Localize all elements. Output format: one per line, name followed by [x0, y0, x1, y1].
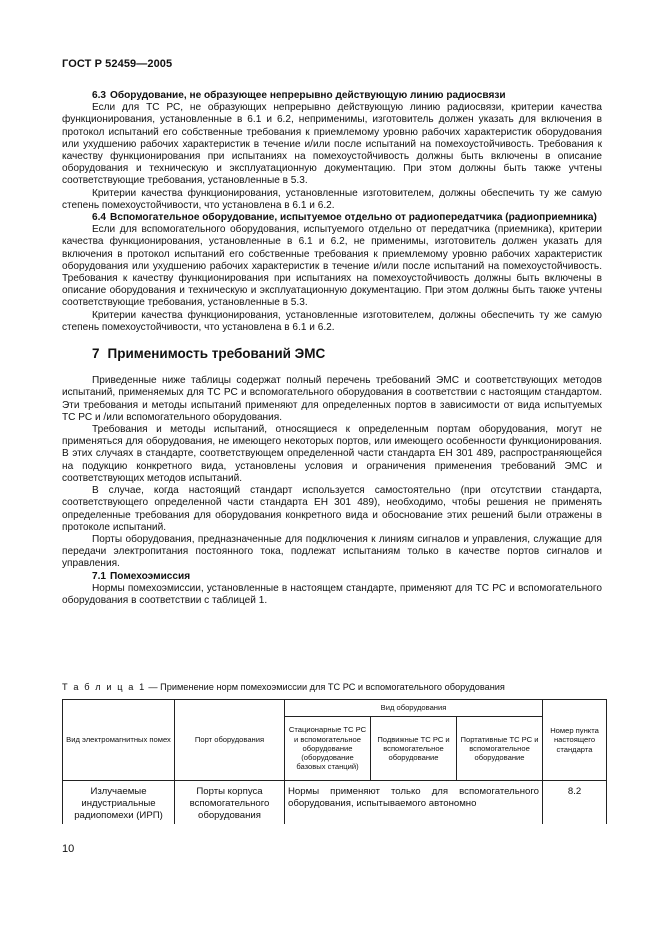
- emission-table: [62, 699, 607, 824]
- header-disturbance-type: Вид электромагнитных помех: [63, 700, 175, 781]
- page-number: 10: [62, 843, 75, 855]
- paragraph: Нормы помехоэмиссии, установленные в настоящем стандарте, применяют для ТС РС и вспомогательного оборудования в соответствии с таблицей 1.: [62, 582, 602, 606]
- section-7-1-heading: [62, 571, 602, 583]
- section-6-4-heading: [62, 212, 602, 224]
- header-equipment-type-group: Вид оборудования: [285, 700, 543, 717]
- document-header: ГОСТ Р 52459—2005: [62, 58, 173, 70]
- table-row: [63, 781, 607, 825]
- section-7-heading: [92, 348, 602, 360]
- paragraph: Если для ТС РС, не образующих непрерывно действующую линию радиосвязи, критерии качества функционирования, установленные в 6.1 и 6.2, неприменимы, изготовитель должен указать для включения в протокол испытаний его собственные требования к приемлемому уровню рабочих характеристик оборудования или ухудшению рабочих характеристик в течение и/или после испытаний на помехоустойчивость. Требования к качеству функционирования при испытаниях на помехоустойчивость должны быть включены в описание оборудования и техническую и эксплуатационную документацию. При этом должны быть также учтены соответствующие требования, установленные в 5.3.: [62, 102, 602, 187]
- section-number: 7.1: [92, 570, 107, 582]
- header-mobile: Подвижные ТС РС и вспомогательное оборудование: [371, 717, 457, 781]
- paragraph: В случае, когда настоящий стандарт используется самостоятельно (при отсутствии стандарта, соответствующего определенной части стандарта ЕН 301 489), необходимо, чтобы решения не применять определенные требования для оборудования конкретного вида и обоснование этих решений были отражены в протоколе испытаний.: [62, 485, 602, 533]
- paragraph: Требования и методы испытаний, относящиеся к определенным портам оборудования, могут не применяться для оборудования, не имеющего некоторых портов, или имеющего особенности функционирования. В этих случаях в стандарте, соответствующем определенной части стандарта ЕН 301 489, распространяющейся на подукцию конкретного вида, установлены условия и ограничения применения требований ЭМС и соответствующих методов испытаний.: [62, 424, 602, 484]
- cell-equipment-port: Порты корпуса вспомогательного оборудования: [175, 781, 285, 825]
- header-stationary: Стационарные ТС РС и вспомогательное оборудование (оборудование базовых станций): [285, 717, 371, 781]
- cell-applicability: Нормы применяют только для вспомогательного оборудования, испытываемого автономно: [285, 781, 543, 825]
- page-body: [62, 90, 602, 607]
- paragraph: Критерии качества функционирования, установленные изготовителем, должны обеспечить ту же самую степень помехоустойчивости, что установлена в 6.1 и 6.2.: [62, 187, 602, 211]
- section-6-3-heading: [62, 90, 602, 102]
- paragraph: Порты оборудования, предназначенные для подключения к линиям сигналов и управления, служащие для передачи электропитания постоянного тока, подлежат испытаниям только в качестве портов сигналов и управления.: [62, 533, 602, 570]
- section-title: Оборудование, не образующее непрерывно действующую линию радиосвязи: [110, 90, 506, 101]
- paragraph: Если для вспомогательного оборудования, испытуемого отдельно от передатчика (приемника), критерии качества функционирования, установленные в 6.1 и 6.2, не применимы, изготовитель должен указать для включения в протокол испытаний его собственные требования к приемлемому уровню рабочих характеристик оборудования или ухудшению рабочих характеристик в течение и/или после испытаний на помехоустойчивость. Требования к качеству функционирования при испытаниях на помехоустойчивость должны быть включены в описание оборудования и техническую и эксплуатационную документацию. При этом должны быть также учтены соответствующие требования, установленные в 5.3.: [62, 224, 602, 309]
- header-portable: Портативные ТС РС и вспомогательное оборудование: [457, 717, 543, 781]
- section-number: 6.4: [92, 212, 107, 224]
- paragraph: Критерии качества функционирования, установленные изготовителем, должны обеспечить ту же самую степень помехоустойчивости, что установлена в 6.1 и 6.2.: [62, 309, 602, 333]
- section-number: 7: [92, 346, 100, 362]
- header-clause-number: Номер пункта настоящего стандарта: [543, 700, 607, 781]
- table-caption: [62, 682, 505, 692]
- section-number: 6.3: [92, 90, 107, 101]
- section-title: Применимость требований ЭМС: [107, 346, 326, 362]
- header-equipment-port: Порт оборудования: [175, 700, 285, 781]
- cell-disturbance-type: Излучаемые индустриальные радиопомехи (ИРП): [63, 781, 175, 825]
- table-caption-text: — Применение норм помехоэмиссии для ТС РС и вспомогательного оборудования: [145, 682, 505, 692]
- section-title: Вспомогательное оборудование, испытуемое отдельно от радиопередатчика (радиоприемника): [110, 212, 597, 224]
- cell-clause-number: 8.2: [543, 781, 607, 825]
- paragraph: Приведенные ниже таблицы содержат полный перечень требований ЭМС и соответствующих методов испытаний, применяемых для ТС РС и вспомогательного оборудования в соответствии с настоящим стандартом. Эти требования и методы испытаний применяют для определенных портов в зависимости от вида испытуемых ТС РС и /или вспомогательного оборудования.: [62, 375, 602, 423]
- section-title: Помехоэмиссия: [110, 570, 191, 582]
- table-caption-label: Т а б л и ц а 1: [62, 682, 146, 692]
